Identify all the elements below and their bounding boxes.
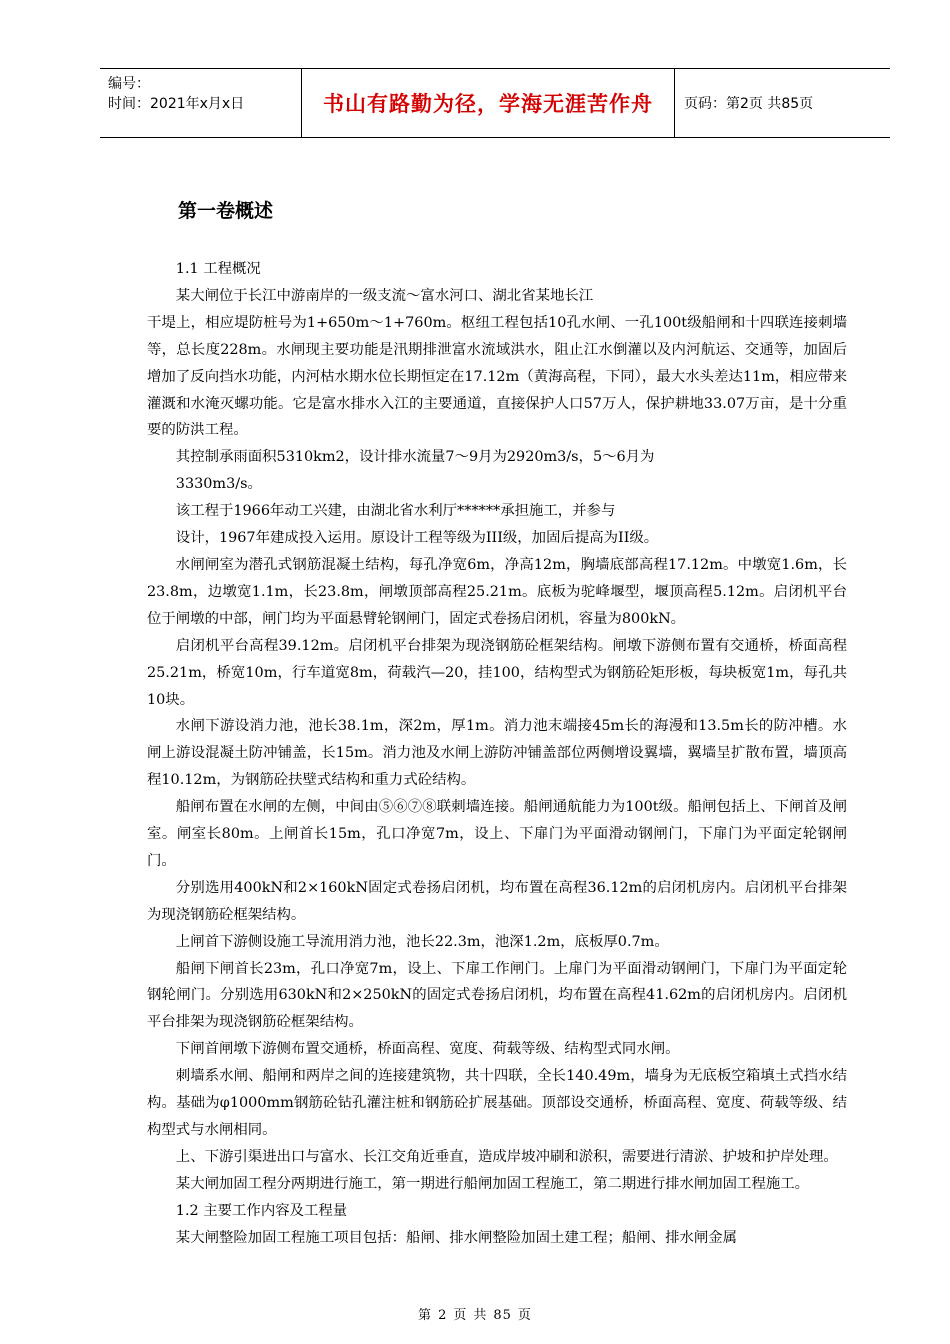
- paragraph: 1.2 主要工作内容及工程量: [175, 1202, 348, 1219]
- paragraph: 分别选用400kN和2×160kN固定式卷扬启闭机，均布置在高程36.12m的启闭机房内。启闭机平台排架为现浇钢筋砼框架结构。: [147, 879, 847, 923]
- paragraph: 上、下游引渠进出口与富水、长江交角近垂直，造成岸坡冲刷和淤积，需要进行清淤、护坡和护岸处理。: [175, 1148, 838, 1165]
- paragraph: 其控制承雨面积5310km2，设计排水流量7～9月为2920m3/s，5～6月为: [175, 449, 655, 466]
- paragraph: 某大闸位于长江中游南岸的一级支流～富水河口、湖北省某地长江: [175, 287, 594, 304]
- header-meta: [100, 69, 300, 137]
- paragraph: 某大闸整险加固工程施工项目包括：船闸、排水闸整险加固土建工程；船闸、排水闸金属: [175, 1229, 738, 1246]
- paragraph: 设计，1967年建成投入运用。原设计工程等级为III级，加固后提高为II级。: [175, 530, 659, 547]
- header-page-info-cell: [674, 69, 890, 137]
- date-label: 时间：2021年x月x日: [108, 96, 245, 112]
- header-motto-cell: [301, 69, 675, 137]
- footer-di: 第: [418, 1308, 433, 1323]
- footer-ye2: 页: [517, 1308, 532, 1323]
- number-label: 编号：: [108, 76, 150, 92]
- paragraph: 刺墙系水闸、船闸和两岸之间的连接建筑物，共十四联，全长140.49m，墙身为无底板空箱填土式挡水结构。基础为φ1000mm钢筋砼钻孔灌注桩和钢筋砼扩展基础。顶部设交通桥，桥面高程、宽度、荷载等级、结构型式与水闸相同。: [147, 1068, 847, 1138]
- page-info: 页码：第2页 共85页: [684, 96, 814, 112]
- paragraph: 干堤上，相应堤防桩号为1+650m～1+760m。枢纽工程包括10孔水闸、一孔100t级船闸和十四联连接刺墙等，总长度228m。水闸现主要功能是汛期排泄富水流域洪水，阻止江水倒灌以及内河航运、交通等，加固后增加了反向挡水功能，内河枯水期水位长期恒定在17.12m（黄海高程，下同），最大水头差达11m，相应带来灌溉和水淹灭螺功能。它是富水排水入江的主要通道，直接保护人口57万人，保护耕地33.07万亩，是十分重要的防洪工程。: [147, 314, 847, 439]
- paragraph: 船闸下闸首长23m，孔口净宽7m，设上、下扉工作闸门。上扉门为平面滑动钢闸门，下扉门为平面定轮钢轮闸门。分别选用630kN和2×250kN的固定式卷扬启闭机，均布置在高程41.62m的启闭机房内。启闭机平台排架为现浇钢筋砼框架结构。: [147, 960, 847, 1031]
- section-title: 第一卷概述: [178, 200, 274, 222]
- page-header: [100, 68, 890, 138]
- document-body: [147, 256, 847, 1252]
- footer-gong: 共: [473, 1308, 488, 1323]
- paragraph: 某大闸加固工程分两期进行施工，第一期进行船闸加固工程施工，第二期进行排水闸加固工程施工。: [175, 1175, 809, 1192]
- paragraph: 下闸首闸墩下游侧布置交通桥，桥面高程、宽度、荷载等级、结构型式同水闸。: [175, 1041, 680, 1058]
- paragraph: 3330m3/s。: [175, 476, 262, 493]
- paragraph: 1.1 工程概况: [175, 261, 261, 277]
- paragraph: 启闭机平台高程39.12m。启闭机平台排架为现浇钢筋砼框架结构。闸墩下游侧布置有交通桥，桥面高程25.21m，桥宽10m，行车道宽8m，荷载汽—20，挂100，结构型式为钢筋砼矩形板，每块板宽1m，每孔共10块。: [147, 637, 847, 708]
- page-footer: [0, 1304, 950, 1323]
- footer-page-number: 2: [438, 1308, 448, 1323]
- paragraph: 水闸闸室为潜孔式钢筋混凝土结构，每孔净宽6m，净高12m，胸墙底部高程17.12m。中墩宽1.6m，长23.8m，边墩宽1.1m，长23.8m，闸墩顶部高程25.21m。底板为驼峰堰型，堰顶高程5.12m。启闭机平台位于闸墩的中部，闸门均为平面悬臂轮钢闸门，固定式卷扬启闭机，容量为800kN。: [147, 556, 847, 627]
- motto: 书山有路勤为径，学海无涯苦作舟: [323, 92, 653, 116]
- paragraph: 该工程于1966年动工兴建，由湖北省水利厅******承担施工，并参与: [175, 503, 616, 520]
- paragraph: 上闸首下游侧设施工导流用消力池，池长22.3m，池深1.2m，底板厚0.7m。: [175, 933, 669, 950]
- paragraph: 船闸布置在水闸的左侧，中间由⑤⑥⑦⑧联刺墙连接。船闸通航能力为100t级。船闸包括上、下闸首及闸室。闸室长80m。上闸首长15m，孔口净宽7m，设上、下扉门为平面滑动钢闸门，下扉门为平面定轮钢闸门。: [147, 799, 847, 869]
- footer-ye: 页: [453, 1308, 468, 1323]
- footer-total-pages: 85: [493, 1308, 512, 1323]
- paragraph: 水闸下游设消力池，池长38.1m，深2m，厚1m。消力池末端接45m长的海漫和13.5m长的防冲槽。水闸上游设混凝土防冲铺盖，长15m。消力池及水闸上游防冲铺盖部位两侧增设翼墙，翼墙呈扩散布置，墙顶高程10.12m，为钢筋砼扶壁式结构和重力式砼结构。: [147, 718, 847, 789]
